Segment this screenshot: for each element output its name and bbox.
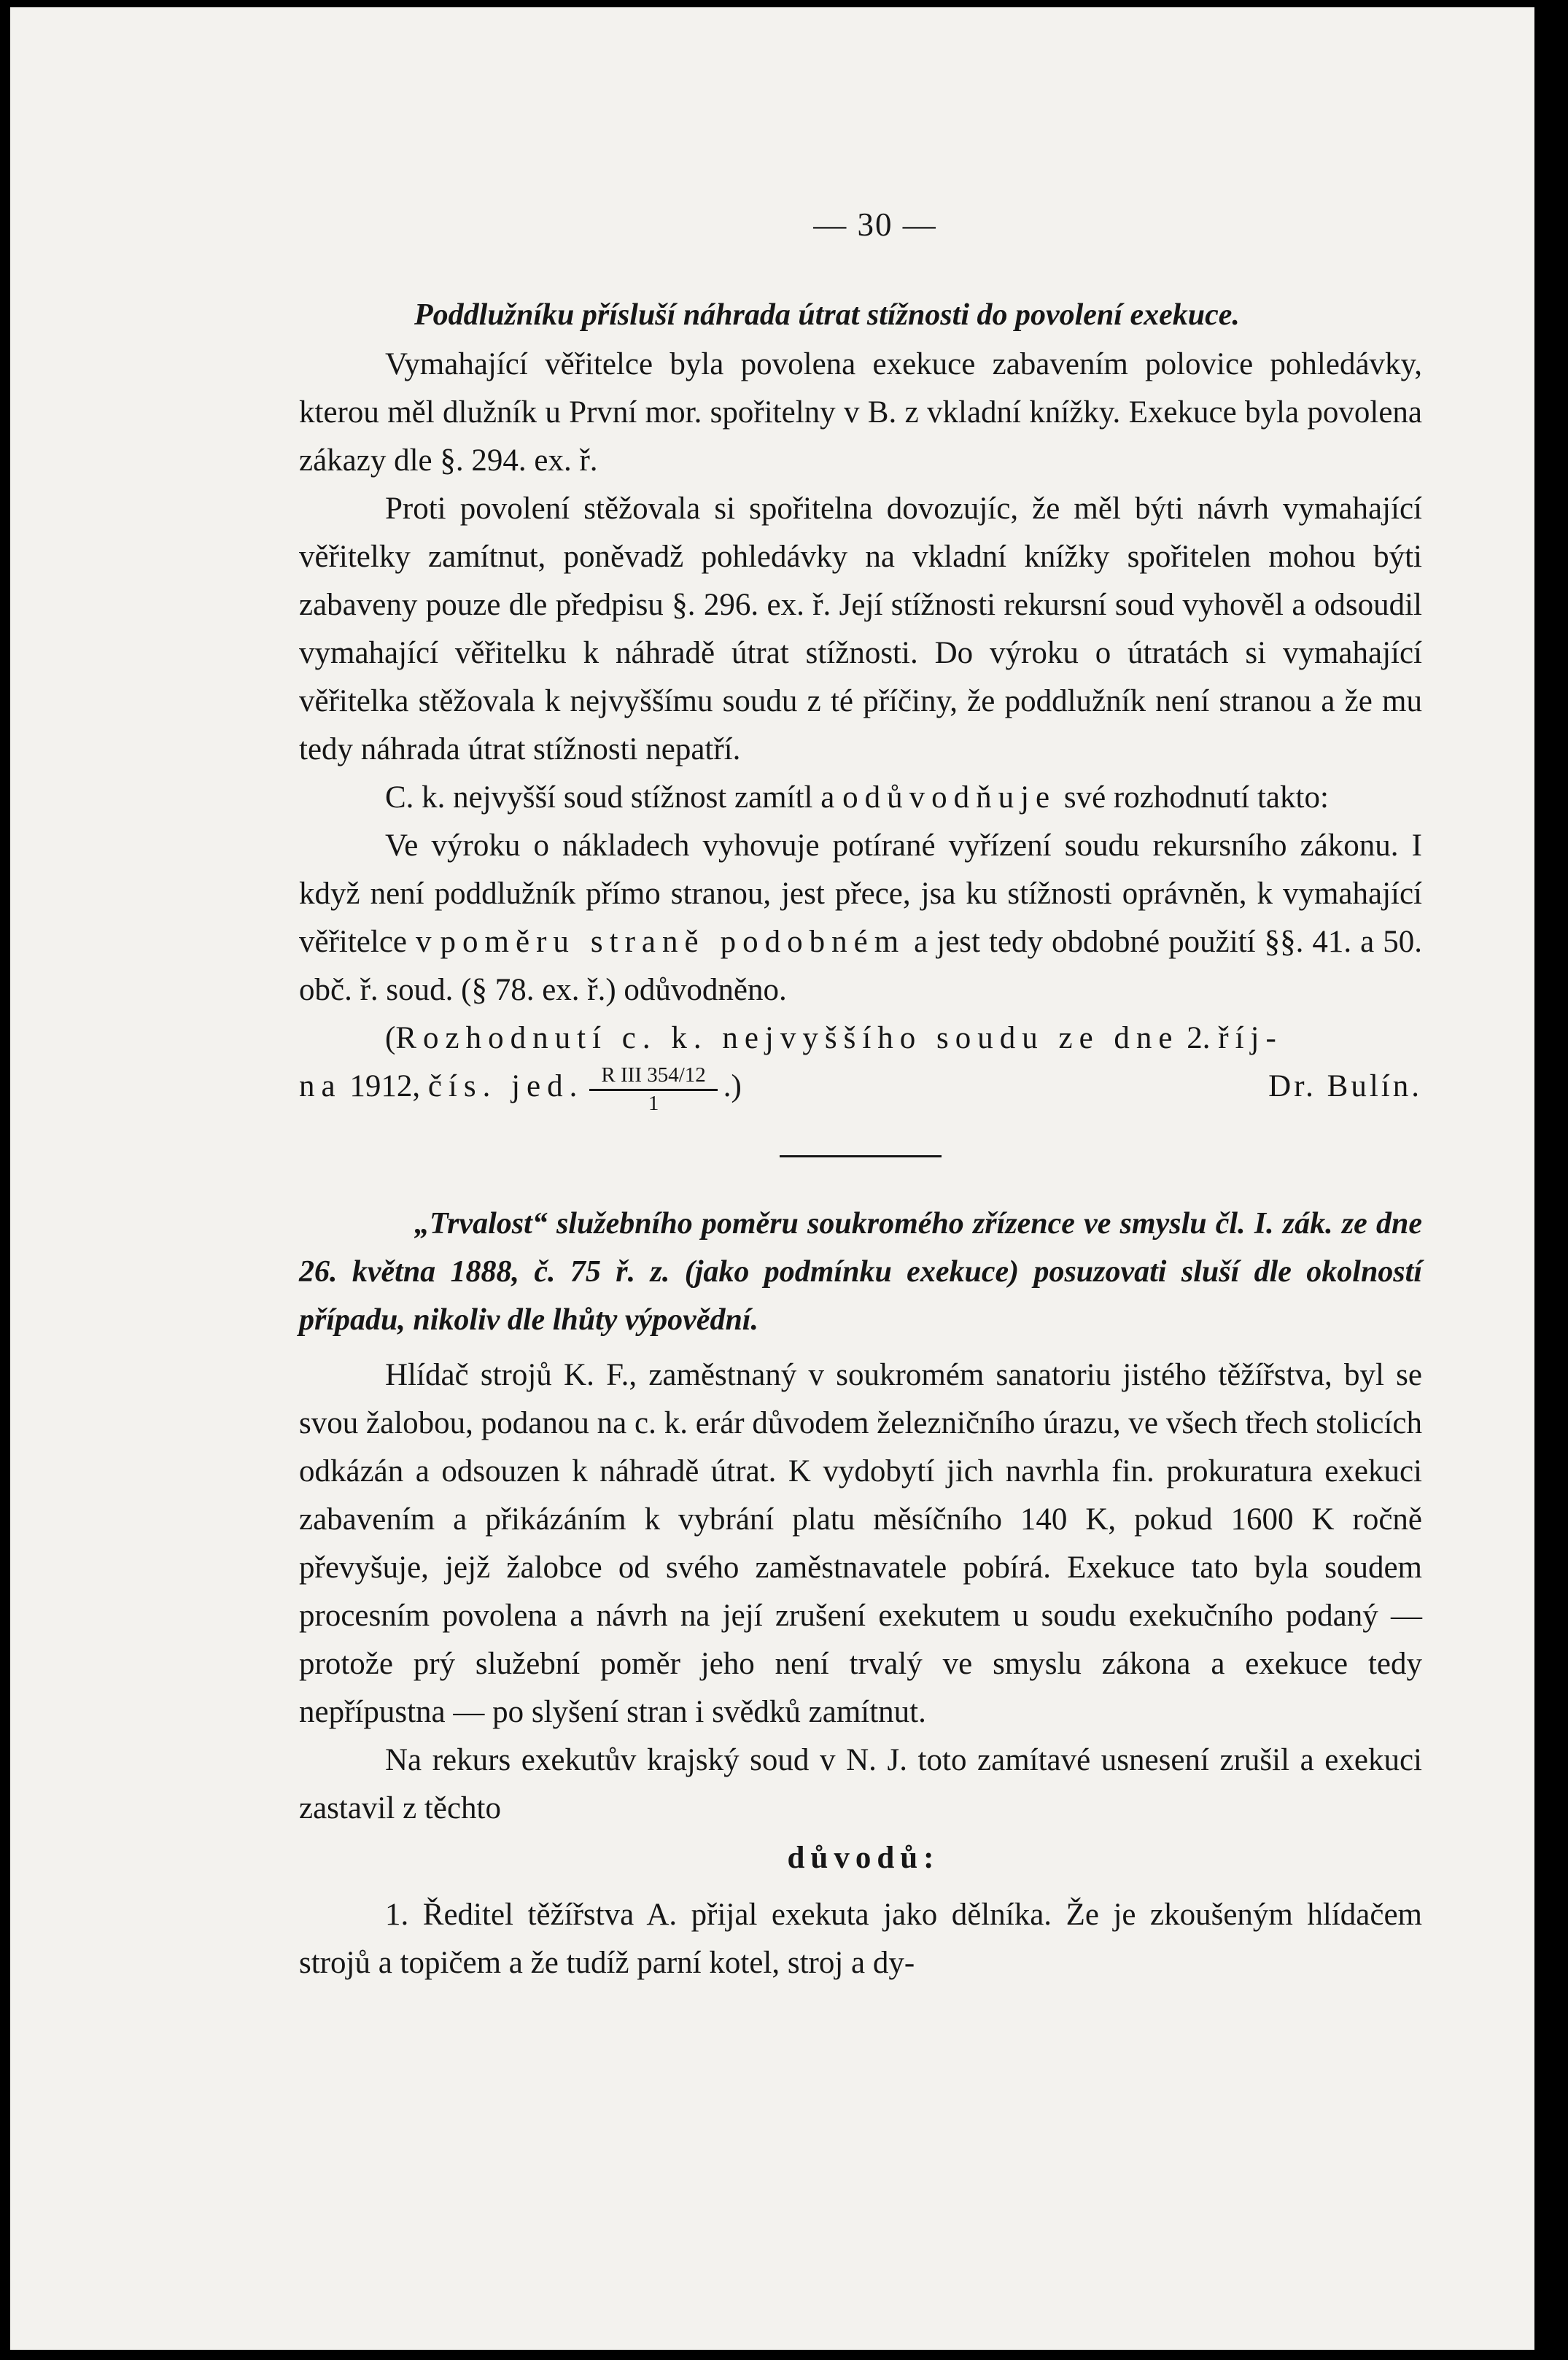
citation-file-label: čís. jed. bbox=[427, 1069, 584, 1103]
reason-item: 1. Ředitel těžířstva A. přijal exekuta jako dělníka. Že je zkoušeným hlídačem strojů a topičem a že tudíž parní kotel, stroj a dy- bbox=[299, 1897, 1422, 1980]
section-divider bbox=[780, 1155, 942, 1157]
text-run: a jest tedy obdobné použití §§. 41. a 50. obč. ř. soud. (§ 78. ex. ř.) odůvodněno. bbox=[299, 925, 1422, 1007]
section-heading: Poddlužníku přísluší náhrada útrat stížnosti do povolení exekuce. bbox=[414, 298, 1240, 332]
citation-month: říj- bbox=[1218, 1021, 1283, 1055]
reasons-heading: důvodů: bbox=[787, 1840, 940, 1875]
citation-year: 1912, bbox=[341, 1069, 428, 1103]
decision-intro bbox=[299, 774, 1422, 822]
paragraph: Na rekurs exekutův krajský soud v N. J. toto zamítavé usnesení zrušil a exekuci zastavil z těchto bbox=[299, 1742, 1422, 1825]
paragraph: Hlídač strojů K. F., zaměstnaný v soukromém sanatoriu jistého těžířstva, byl se svou žalobou, podanou na c. k. erár důvodem železničního úrazu, ve všech třech stolicích odkázán a odsouzen k náhradě útrat. K vydobytí jich navrhla fin. prokuratura exekuci zabavením a přikázáním k vybrání platu měsíčního 140 K, pokud 1600 K ročně převyšuje, jejž žalobce od svého zaměstnavatele pobírá. Exekuce tato byla soudem procesním povolena a návrh na její zrušení exekutem u soudu exekučního podaný — protože prý služební poměr jeho není trvalý ve smyslu zákona a exekuce tedy nepřípustna — po slyšení stran i svědků zamítnut. bbox=[299, 1357, 1422, 1729]
document-page bbox=[10, 7, 1534, 2350]
citation bbox=[299, 1014, 1422, 1063]
decision-text bbox=[299, 822, 1422, 1014]
citation-open: ( bbox=[385, 1021, 396, 1055]
section-heading: „Trvalost“ služebního poměru soukromého zřízence ve smyslu čl. I. zák. ze dne 26. května 1888, č. 75 ř. z. (jako podmínku exekuce) posuzovati sluší dle okolností případu, nikoliv dle lhůty výpovědní. bbox=[299, 1206, 1422, 1337]
spaced-text: odůvodňuje bbox=[842, 780, 1057, 815]
citation-month-end: na bbox=[299, 1069, 342, 1103]
citation-close: .) bbox=[723, 1069, 742, 1103]
text-column bbox=[299, 201, 1422, 1987]
citation-date: 2. bbox=[1179, 1021, 1219, 1055]
fraction-numerator: R III 354/12 bbox=[589, 1064, 717, 1091]
citation-line bbox=[299, 1063, 1422, 1114]
author-signature: Dr. Bulín. bbox=[1268, 1069, 1422, 1103]
paragraph: Proti povolení stěžovala si spořitelna dovozujíc, že měl býti návrh vymahající věřitelky zamítnut, poněvadž pohledávky na vkladní knížky spořitelen mohou býti zabaveny pouze dle předpisu §. 296. ex. ř. Její stížnosti rekursní soud vyhověl a odsoudil vymahající věřitelku k náhradě útrat stížnosti. Do výroku o útratách si vymahající věřitelka stěžovala k nejvyššímu soudu z té příčiny, že poddlužník není stranou a že mu tedy náhrada útrat stížnosti nepatří. bbox=[299, 492, 1422, 766]
text-run: své rozhodnutí takto: bbox=[1056, 780, 1329, 815]
text-run: C. k. nejvyšší soud stížnost zamítl a bbox=[385, 780, 843, 815]
citation-ref bbox=[299, 1063, 742, 1114]
fraction-denominator: 1 bbox=[648, 1091, 659, 1115]
page-number: — 30 — bbox=[813, 206, 937, 243]
citation-label: Rozhodnutí c. k. nejvyššího soudu ze dne bbox=[395, 1021, 1179, 1055]
file-number-fraction bbox=[589, 1064, 717, 1114]
text-run: Ve výroku o nákladech vyhovuje potírané vyřízení soudu rekursního zákonu. I když není poddlužník přímo stranou, jest přece, jsa ku stížnosti oprávněn, k vymahající věřitelce v bbox=[299, 828, 1422, 959]
spaced-text: poměru straně podobném bbox=[440, 925, 906, 959]
paragraph: Vymahající věřitelce byla povolena exekuce zabavením polovice pohledávky, kterou měl dlužník u První mor. spořitelny v B. z vkladní knížky. Exekuce byla povolena zákazy dle §. 294. ex. ř. bbox=[299, 347, 1422, 478]
